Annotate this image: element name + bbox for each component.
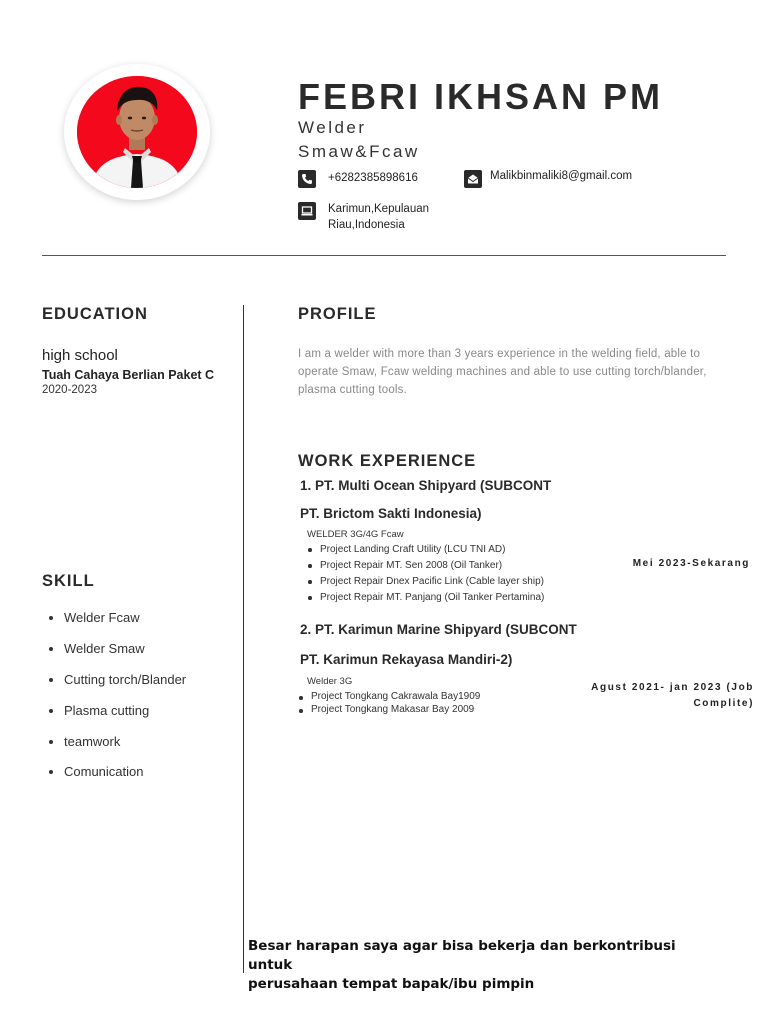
person-portrait-image [77,76,197,188]
skill-item: Welder Fcaw [42,608,186,639]
skill-heading: SKILL [42,572,95,590]
profile-photo [77,76,197,188]
project-item: Project Repair Dnex Pacific Link (Cable layer ship) [320,574,544,590]
project-item: Project Tongkang Makasar Bay 2009 [311,703,480,716]
closing-line1: Besar harapan saya agar bisa bekerja dan berkontribusi untuk [248,938,676,973]
job-project-list [320,542,544,606]
job-project-list [311,690,480,716]
education-school: Tuah Cahaya Berlian Paket C [42,368,215,382]
project-item: Project Tongkang Cakrawala Bay1909 [311,691,481,702]
work-experience-heading: WORK EXPERIENCE [298,452,477,470]
project-item: Project Repair MT. Panjang (Oil Tanker Pertamina) [320,590,544,606]
candidate-name: FEBRI IKHSAN PM [298,76,664,117]
job-role: Welder 3G [307,676,353,687]
education-heading: EDUCATION [42,305,148,323]
profile-heading: PROFILE [298,305,377,323]
skill-item: Plasma cutting [42,701,186,732]
project-item: Project Landing Craft Utility (LCU TNI AD) [320,542,544,558]
education-years: 2020-2023 [42,384,97,396]
address-line2: Riau,Indonesia [328,219,405,231]
laptop-icon [298,202,316,220]
job-company-line1: 1. PT. Multi Ocean Shipyard (SUBCONT [300,478,552,493]
phone-number[interactable]: +6282385898616 [328,172,418,184]
job-period: Mei 2023-Sekarang [632,558,750,569]
project-item: Project Repair MT. Sen 2008 (Oil Tanker) [320,558,544,574]
job-company-line2: PT. Brictom Sakti Indonesia) [300,506,482,521]
profile-summary: I am a welder with more than 3 years experience in the welding field, able to operate Smaw, Fcaw welding machines and able to use cutting torch/blander, plasma cutting tools. [298,348,707,396]
address [328,201,429,233]
address-line1: Karimun,Kepulauan [328,203,430,215]
email-address[interactable]: Malikbinmaliki8@gmail.com [490,170,633,182]
skill-item: Welder Smaw [42,639,186,670]
job-title-line2: Smaw&Fcaw [298,142,420,161]
job-period [591,680,754,712]
skill-item: teamwork [42,732,186,762]
skill-item: Cutting torch/Blander [42,670,186,701]
job-period-line2: Complite) [693,698,754,709]
header-divider [42,255,726,256]
job-title-line1: Welder [298,118,367,137]
job-period-line1: Agust 2021- jan 2023 (Job [591,682,754,693]
column-divider [243,305,244,973]
job-company-line1: 2. PT. Karimun Marine Shipyard (SUBCONT [300,622,577,637]
phone-icon [298,170,316,188]
closing-statement [248,937,718,994]
skill-list [42,608,186,793]
email-icon [464,170,482,188]
skill-item: Comunication [42,762,186,793]
closing-line2: perusahaan tempat bapak/ibu pimpin [248,976,535,992]
job-company-line2: PT. Karimun Rekayasa Mandiri-2) [300,652,513,667]
education-level: high school [42,347,118,364]
job-role: WELDER 3G/4G Fcaw [307,529,404,540]
